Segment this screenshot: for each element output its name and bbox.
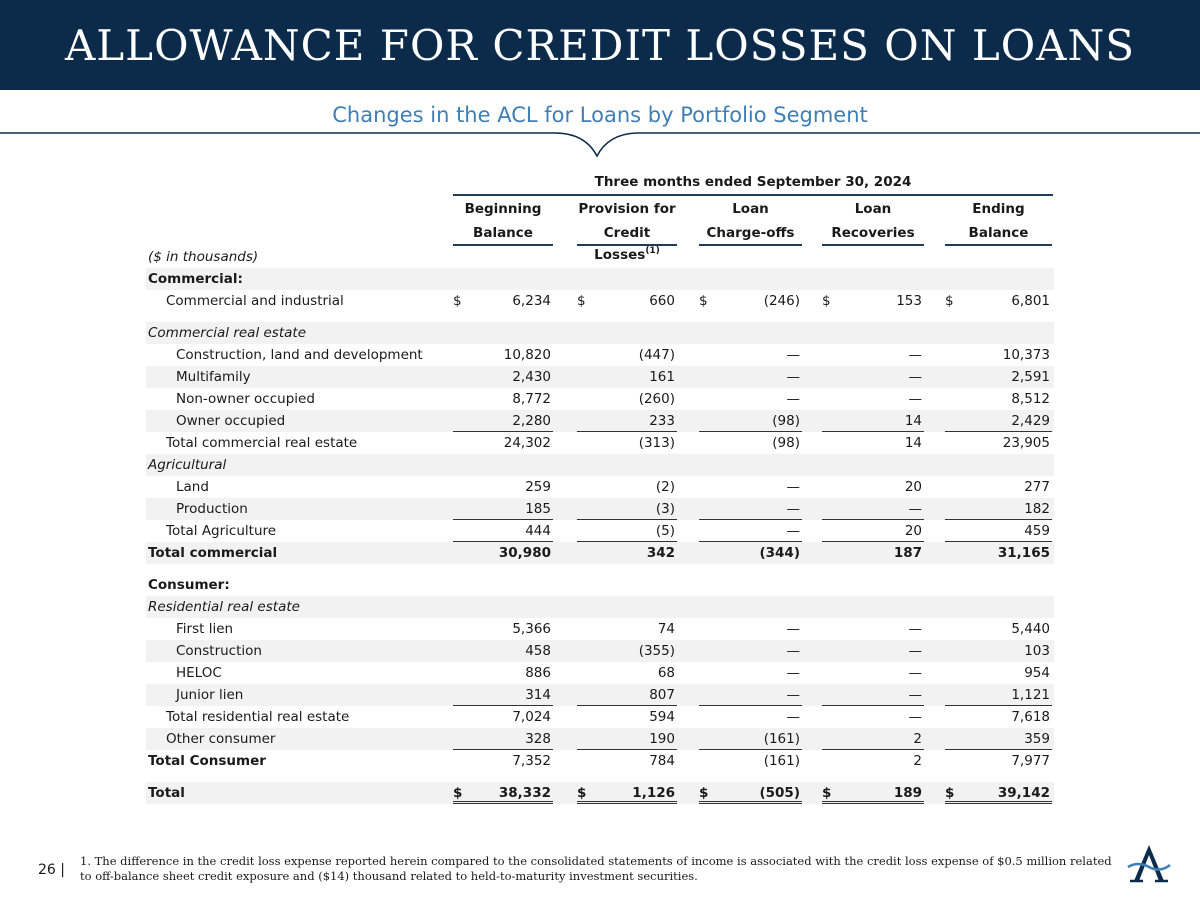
table-row (146, 432, 1054, 454)
cell-value: 1,121 (1011, 687, 1050, 703)
cell-value: 8,512 (1011, 391, 1050, 407)
table-cell (577, 498, 677, 520)
table-row (146, 268, 1054, 290)
table-row (146, 596, 1054, 618)
column-header-label: Charge-offs (706, 225, 795, 241)
cell-value: 342 (646, 545, 675, 561)
cell-value: 328 (525, 731, 551, 747)
cell-value: 5,440 (1011, 621, 1050, 637)
cell-value: 2 (913, 731, 922, 747)
row-label: Other consumer (166, 731, 276, 747)
table-cell (822, 410, 924, 432)
cell-value: 20 (904, 523, 922, 539)
cell-value: 38,332 (498, 785, 551, 801)
table-cell (945, 410, 1052, 432)
currency-symbol: $ (945, 785, 955, 801)
row-label: Total commercial (148, 545, 278, 561)
column-header-3-line2 (699, 222, 802, 246)
cell-value: 954 (1024, 665, 1050, 681)
cell-value: 185 (525, 501, 551, 517)
row-label: Commercial real estate (148, 325, 307, 341)
column-header-2-line2 (577, 222, 677, 263)
cell-value: (5) (655, 523, 675, 539)
table-row (146, 750, 1054, 772)
column-header-2-line1: Provision for (578, 201, 676, 217)
cell-value: — (786, 687, 800, 703)
cell-value: — (908, 621, 922, 637)
cell-value: 7,618 (1011, 709, 1050, 725)
cell-value: (505) (759, 785, 800, 801)
row-label: Junior lien (176, 687, 244, 703)
table-cell (453, 410, 553, 432)
page-number: 26 | (38, 862, 65, 878)
cell-value: — (786, 621, 800, 637)
table-cell (577, 684, 677, 706)
row-label: Total commercial real estate (166, 435, 358, 451)
divider-line (0, 130, 1200, 162)
cell-value: (344) (759, 545, 800, 561)
column-header-label: Credit Losses (594, 225, 651, 263)
column-header-5-line1: Ending (972, 201, 1025, 217)
table-cell (945, 782, 1052, 804)
cell-value: 182 (1024, 501, 1050, 517)
cell-value: 189 (893, 785, 922, 801)
table-cell (822, 520, 924, 542)
cell-value: 2,430 (512, 369, 551, 385)
cell-value: — (908, 347, 922, 363)
table-row (146, 662, 1054, 684)
period-header: Three months ended September 30, 2024 (453, 174, 1053, 196)
row-label: Commercial and industrial (166, 293, 344, 309)
cell-value: (355) (638, 643, 675, 659)
cell-value: — (786, 391, 800, 407)
cell-value: 7,024 (512, 709, 551, 725)
row-label: Agricultural (148, 457, 227, 473)
table-cell (453, 498, 553, 520)
cell-value: 6,801 (1011, 293, 1050, 309)
table-cell (822, 684, 924, 706)
page-title: ALLOWANCE FOR CREDIT LOSSES ON LOANS (64, 21, 1136, 70)
row-label: Land (176, 479, 209, 495)
row-label: Total Consumer (148, 753, 266, 769)
table-cell (453, 520, 553, 542)
cell-value: 153 (896, 293, 922, 309)
column-header-row-1 (146, 196, 1054, 222)
cell-value: 886 (525, 665, 551, 681)
cell-value: (98) (772, 413, 800, 429)
cell-value: 458 (525, 643, 551, 659)
cell-value: (3) (655, 501, 675, 517)
cell-value: (98) (772, 435, 800, 451)
title-banner (0, 0, 1200, 90)
cell-value: 68 (657, 665, 675, 681)
table-cell (945, 684, 1052, 706)
table-row (146, 618, 1054, 640)
cell-value: — (908, 391, 922, 407)
cell-value: — (786, 523, 800, 539)
cell-value: 8,772 (512, 391, 551, 407)
table-cell (453, 728, 553, 750)
company-logo-icon (1126, 843, 1172, 885)
period-header-row (146, 172, 1054, 196)
cell-value: 784 (649, 753, 675, 769)
column-header-label: Balance (968, 225, 1029, 241)
cell-value: 233 (649, 413, 675, 429)
table-cell (577, 520, 677, 542)
table-cell (453, 684, 553, 706)
currency-symbol: $ (577, 293, 586, 309)
table-row (146, 520, 1054, 542)
row-label: Production (176, 501, 248, 517)
cell-value: (161) (763, 731, 800, 747)
table-cell (699, 410, 802, 432)
table-cell (699, 728, 802, 750)
column-header-4-line1: Loan (854, 201, 892, 217)
row-label: Non-owner occupied (176, 391, 315, 407)
table-row (146, 498, 1054, 520)
cell-value: 103 (1024, 643, 1050, 659)
cell-value: (447) (638, 347, 675, 363)
table-row (146, 476, 1054, 498)
cell-value: 807 (649, 687, 675, 703)
row-label: Consumer: (148, 577, 230, 593)
table-row (146, 640, 1054, 662)
cell-value: 39,142 (997, 785, 1050, 801)
cell-value: (2) (655, 479, 675, 495)
cell-value: 314 (525, 687, 551, 703)
cell-value: 20 (904, 479, 922, 495)
table-cell (577, 782, 677, 804)
cell-value: 259 (525, 479, 551, 495)
acl-table (146, 172, 1054, 804)
row-label: Residential real estate (148, 599, 300, 615)
table-row (146, 388, 1054, 410)
table-row (146, 366, 1054, 388)
cell-value: 10,820 (503, 347, 551, 363)
cell-value: 459 (1024, 523, 1050, 539)
cell-value: 7,352 (512, 753, 551, 769)
row-label: Commercial: (148, 271, 243, 287)
cell-value: 660 (649, 293, 675, 309)
currency-symbol: $ (699, 785, 709, 801)
cell-value: 277 (1024, 479, 1050, 495)
cell-value: — (908, 369, 922, 385)
cell-value: 359 (1024, 731, 1050, 747)
cell-value: 30,980 (498, 545, 551, 561)
cell-value: 190 (649, 731, 675, 747)
currency-symbol: $ (453, 293, 462, 309)
table-row (146, 344, 1054, 366)
row-label: Construction, land and development (176, 347, 423, 363)
table-row (146, 410, 1054, 432)
table-body (146, 268, 1054, 804)
table-row (146, 454, 1054, 476)
cell-value: 10,373 (1002, 347, 1050, 363)
cell-value: — (908, 709, 922, 725)
table-row (146, 728, 1054, 750)
cell-value: 6,234 (512, 293, 551, 309)
cell-value: (161) (763, 753, 800, 769)
cell-value: — (786, 347, 800, 363)
units-note: ($ in thousands) (148, 249, 259, 265)
cell-value: (260) (638, 391, 675, 407)
row-label: Owner occupied (176, 413, 286, 429)
table-row (146, 290, 1054, 312)
cell-value: (246) (763, 293, 800, 309)
currency-symbol: $ (577, 785, 587, 801)
units-note-row (146, 246, 1054, 268)
cell-value: 14 (904, 435, 922, 451)
table-row (146, 782, 1054, 804)
currency-symbol: $ (822, 293, 831, 309)
row-label: Total Agriculture (166, 523, 277, 539)
cell-value: — (786, 665, 800, 681)
cell-value: — (908, 501, 922, 517)
table-cell (699, 782, 802, 804)
table-cell (945, 498, 1052, 520)
table-row (146, 322, 1054, 344)
cell-value: — (786, 709, 800, 725)
table-cell (453, 782, 553, 804)
column-header-1-line2 (453, 222, 553, 246)
column-header-label: Recoveries (831, 225, 915, 241)
cell-value: 2,429 (1011, 413, 1050, 429)
currency-symbol: $ (822, 785, 832, 801)
table-cell (577, 728, 677, 750)
cell-value: — (786, 369, 800, 385)
cell-value: 2,591 (1011, 369, 1050, 385)
footnote-marker: (1) (645, 246, 660, 256)
cell-value: 161 (649, 369, 675, 385)
page-subtitle: Changes in the ACL for Loans by Portfolio Segment (332, 103, 868, 127)
cell-value: 187 (893, 545, 922, 561)
table-row (146, 684, 1054, 706)
table-cell (822, 782, 924, 804)
column-header-1-line1: Beginning (464, 201, 542, 217)
cell-value: — (908, 643, 922, 659)
column-header-4-line2 (822, 222, 924, 246)
row-label: First lien (176, 621, 234, 637)
table-cell (945, 520, 1052, 542)
cell-value: — (908, 687, 922, 703)
cell-value: 1,126 (632, 785, 675, 801)
table-cell (699, 684, 802, 706)
cell-value: 2,280 (512, 413, 551, 429)
table-cell (577, 410, 677, 432)
column-header-5-line2 (945, 222, 1052, 246)
cell-value: 594 (649, 709, 675, 725)
cell-value: 5,366 (512, 621, 551, 637)
row-label: Construction (176, 643, 262, 659)
currency-symbol: $ (699, 293, 708, 309)
cell-value: — (786, 479, 800, 495)
row-label: HELOC (176, 665, 222, 681)
spacer-row (146, 564, 1054, 574)
cell-value: 7,977 (1011, 753, 1050, 769)
cell-value: 444 (525, 523, 551, 539)
cell-value: 2 (913, 753, 922, 769)
cell-value: — (908, 665, 922, 681)
row-label: Total (148, 785, 185, 801)
cell-value: 23,905 (1002, 435, 1050, 451)
column-header-label: Balance (473, 225, 533, 241)
table-row (146, 706, 1054, 728)
table-row (146, 542, 1054, 564)
cell-value: (313) (638, 435, 675, 451)
spacer-row (146, 772, 1054, 782)
table-row (146, 574, 1054, 596)
cell-value: — (786, 643, 800, 659)
column-header-3-line1: Loan (732, 201, 769, 217)
currency-symbol: $ (453, 785, 463, 801)
row-label: Total residential real estate (166, 709, 350, 725)
cell-value: 14 (904, 413, 922, 429)
currency-symbol: $ (945, 293, 954, 309)
table-cell (945, 728, 1052, 750)
row-label: Multifamily (176, 369, 251, 385)
cell-value: 31,165 (997, 545, 1050, 561)
cell-value: 24,302 (503, 435, 551, 451)
table-cell (699, 520, 802, 542)
footnote: 1. The difference in the credit loss expense reported herein compared to the consolidated statements of income is associated with the credit loss expense of $0.5 million related to off-balance sheet credit exposure and ($14) thousand related to held-to-maturity investment securities. (80, 854, 1112, 883)
table-cell (822, 498, 924, 520)
cell-value: — (786, 501, 800, 517)
spacer-row (146, 312, 1054, 322)
cell-value: 74 (657, 621, 675, 637)
table-cell (822, 728, 924, 750)
table-cell (699, 498, 802, 520)
